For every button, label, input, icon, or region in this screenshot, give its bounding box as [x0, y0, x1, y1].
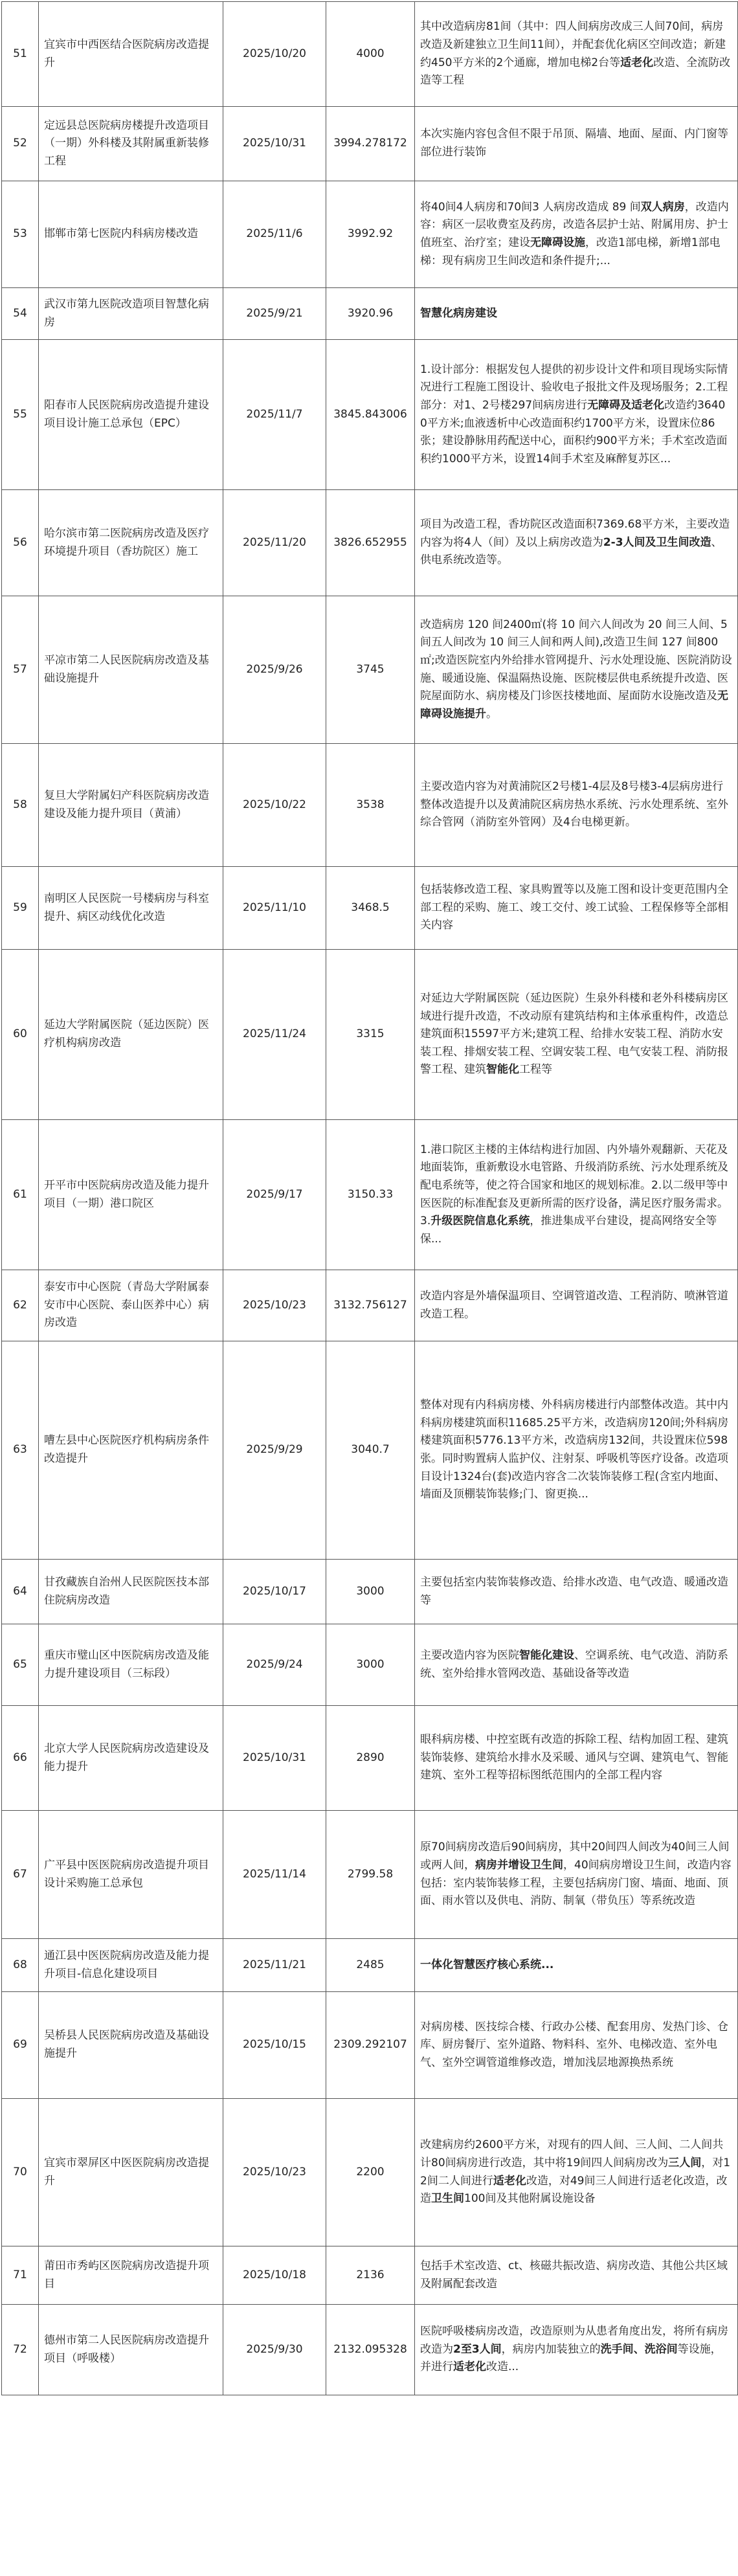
- table-row: [2, 596, 738, 744]
- description-text: 原70间病房改造后90间病房，其中20间四人间改为40间三人间或两人间，: [420, 1841, 730, 1872]
- table-row: [2, 867, 738, 950]
- description-text: 包括手术室改造、ct、核磁共振改造、病房改造、其他公共区域及附属配套改造: [420, 2259, 728, 2290]
- project-name-cell: 通江县中医医院病房改造及能力提升项目-信息化建设项目: [39, 1939, 223, 1992]
- description-cell: [415, 867, 738, 950]
- row-number-cell: 66: [2, 1706, 39, 1811]
- description-text: 改造、全流防改造等工程: [420, 56, 731, 87]
- description-highlight: 无障碍设施提升: [420, 689, 728, 721]
- description-text: 、空调系统、电气改造、消防系统、室外给排水管网改造、基础设备等改造: [420, 1648, 728, 1680]
- table-row: [2, 1811, 738, 1939]
- date-cell: 2025/10/17: [223, 1560, 326, 1624]
- table-row: [2, 340, 738, 490]
- description-text: 1.设计部分：根据发包人提供的初步设计文件和项目现场实际情况进行工程施工图设计、验收电子报批文件及现场服务；2.工程部分：对1、2号楼297间病房进行: [420, 363, 728, 412]
- date-cell: 2025/9/30: [223, 2305, 326, 2395]
- project-name-cell: 复旦大学附属妇产科医院病房改造建设及能力提升项目（黄浦）: [39, 744, 223, 867]
- row-number-cell: 59: [2, 867, 39, 950]
- description-cell: [415, 1811, 738, 1939]
- row-number-cell: 72: [2, 2305, 39, 2395]
- date-cell: 2025/10/15: [223, 1992, 326, 2099]
- description-cell: [415, 1624, 738, 1706]
- description-cell: [415, 1706, 738, 1811]
- description-text: 将40间4人病房和70间3 人病房改造成 89 间: [420, 200, 641, 214]
- description-text: 100间及其他附属设施设备: [464, 2192, 596, 2206]
- project-name-cell: 延边大学附属医院（延边医院）医疗机构病房改造: [39, 950, 223, 1120]
- description-text: 包括装修改造工程、家具购置等以及施工图和设计变更范围内全部工程的采购、施工、竣工交付、竣工试验、工程保修等全部相关内容: [420, 883, 728, 932]
- description-highlight: 无障碍设施: [530, 236, 585, 249]
- description-highlight: 智能化建设: [519, 1648, 574, 1662]
- project-name-cell: 定远县总医院病房楼提升改造项目（一期）外科楼及其附属重新装修工程: [39, 107, 223, 181]
- table-row: [2, 1270, 738, 1341]
- amount-cell: 3150.33: [326, 1120, 415, 1270]
- date-cell: 2025/11/20: [223, 490, 326, 596]
- description-text: 改造病房 120 间2400㎡(将 10 间六人间改为 20 间三人间、5间五人间改为 10 间三人间和两人间),改造卫生间 127 间800㎡;改造医院室内外给排水管网提升、污水处理设施、医院消防设施、暖通设施、保温隔热设施、医院楼层供电系统提升改造、医院屋面防水、病房楼及门诊医技楼地面、屋面防水设施改造及: [420, 618, 732, 703]
- description-highlight: 智慧化病房建设: [420, 306, 497, 320]
- row-number-cell: 68: [2, 1939, 39, 1992]
- project-name-cell: 德州市第二人民医院病房改造提升项目（呼吸楼）: [39, 2305, 223, 2395]
- description-text: ，推进集成平台建设，提高网络安全等保...: [420, 1215, 717, 1246]
- description-cell: [415, 950, 738, 1120]
- description-cell: [415, 2, 738, 107]
- description-highlight: 升级医院信息化系统: [430, 1215, 530, 1228]
- description-highlight: 一体化智慧医疗核心系统...: [420, 1958, 554, 1971]
- row-number-cell: 58: [2, 744, 39, 867]
- amount-cell: 2132.095328: [326, 2305, 415, 2395]
- amount-cell: 3538: [326, 744, 415, 867]
- date-cell: 2025/10/18: [223, 2246, 326, 2305]
- description-cell: [415, 340, 738, 490]
- description-text: ，对12间二人间进行: [420, 2156, 731, 2188]
- project-name-cell: 甘孜藏族自治州人民医院医技本部住院病房改造: [39, 1560, 223, 1624]
- table-row: [2, 181, 738, 288]
- date-cell: 2025/11/6: [223, 181, 326, 288]
- table-row: [2, 2099, 738, 2246]
- description-cell: [415, 1120, 738, 1270]
- date-cell: 2025/11/14: [223, 1811, 326, 1939]
- description-cell: [415, 490, 738, 596]
- description-highlight: 洗手间、洗浴间: [600, 2342, 678, 2356]
- description-cell: [415, 2305, 738, 2395]
- description-highlight: 三人间: [668, 2156, 702, 2169]
- date-cell: 2025/9/21: [223, 288, 326, 340]
- date-cell: 2025/10/23: [223, 2099, 326, 2246]
- project-table: [1, 1, 738, 2395]
- description-text: 其中改造病房81间（其中：四人间病房改成三人间70间，病房改造及新建独立卫生间11间），并配套优化病区空间改造；新建约450平方米的2个通廊，增加电梯2台等: [420, 20, 726, 69]
- table-row: [2, 1560, 738, 1624]
- description-cell: [415, 107, 738, 181]
- project-name-cell: 吴桥县人民医院病房改造及基础设施提升: [39, 1992, 223, 2099]
- date-cell: 2025/9/29: [223, 1341, 326, 1560]
- row-number-cell: 63: [2, 1341, 39, 1560]
- project-name-cell: 开平市中医院病房改造及能力提升项目（一期）港口院区: [39, 1120, 223, 1270]
- description-highlight: 病房并增设卫生间: [475, 1858, 563, 1872]
- amount-cell: 3468.5: [326, 867, 415, 950]
- project-name-cell: 重庆市璧山区中医院病房改造及能力提升建设项目（三标段）: [39, 1624, 223, 1706]
- row-number-cell: 55: [2, 340, 39, 490]
- description-highlight: 适老化: [493, 2174, 526, 2188]
- description-text: 整体对现有内科病房楼、外科病房楼进行内部整体改造。其中内科病房楼建筑面积11685.25平方米，改造病房120间;外科病房楼建筑面积5776.13平方米，改造病房132间，共设置床位598张。同时购置病人监护仪、注射泵、呼吸机等医疗设备。改造项目设计1324台(套)改造内容含二次装饰装修工程(含室内地面、墙面及顶棚装饰装修;门、窗更换...: [420, 1398, 729, 1501]
- description-text: 对延边大学附属医院（延边医院）生泉外科楼和老外科楼病房区域进行提升改造，不改动原有建筑结构和主体承重构件，改造总建筑面积15597平方米;建筑工程、给排水安装工程、消防水安装工程、排烟安装工程、空调安装工程、电气安装工程、消防报警工程、建筑: [420, 992, 728, 1077]
- project-name-cell: 广平县中医医院病房改造提升项目设计采购施工总承包: [39, 1811, 223, 1939]
- description-text: 1.港口院区主楼的主体结构进行加固、内外墙外观翻新、天花及地面装饰，重新敷设水电管路、升级消防系统、污水处理系统及配电系统等，使之符合国家和地区的规划标准。2.以二级甲等中医医院的标准配套及更新所需的医疗设备，满足医疗服务需求。3.: [420, 1143, 728, 1228]
- description-highlight: 智能化: [486, 1063, 519, 1077]
- description-text: 改造...: [486, 2360, 519, 2374]
- date-cell: 2025/9/26: [223, 596, 326, 744]
- row-number-cell: 51: [2, 2, 39, 107]
- project-name-cell: 武汉市第九医院改造项目智慧化病房: [39, 288, 223, 340]
- table-row: [2, 1992, 738, 2099]
- row-number-cell: 56: [2, 490, 39, 596]
- table-row: [2, 1706, 738, 1811]
- amount-cell: 2799.58: [326, 1811, 415, 1939]
- date-cell: 2025/11/10: [223, 867, 326, 950]
- description-cell: [415, 1341, 738, 1560]
- date-cell: 2025/9/24: [223, 1624, 326, 1706]
- date-cell: 2025/11/24: [223, 950, 326, 1120]
- row-number-cell: 69: [2, 1992, 39, 2099]
- date-cell: 2025/11/7: [223, 340, 326, 490]
- date-cell: 2025/10/31: [223, 107, 326, 181]
- description-cell: [415, 288, 738, 340]
- amount-cell: 3000: [326, 1624, 415, 1706]
- description-highlight: 2-3人间及卫生间改造: [603, 535, 711, 549]
- row-number-cell: 62: [2, 1270, 39, 1341]
- date-cell: 2025/9/17: [223, 1120, 326, 1270]
- date-cell: 2025/11/21: [223, 1939, 326, 1992]
- description-text: 主要改造内容为对黄浦院区2号楼1-4层及8号楼3-4层病房进行整体改造提升以及黄浦院区病房热水系统、污水处理系统、室外综合管网（消防室外管网）及4台电梯更新。: [420, 780, 728, 829]
- table-row: [2, 490, 738, 596]
- row-number-cell: 67: [2, 1811, 39, 1939]
- amount-cell: 3920.96: [326, 288, 415, 340]
- amount-cell: 3315: [326, 950, 415, 1120]
- project-name-cell: 平凉市第二人民医院病房改造及基础设施提升: [39, 596, 223, 744]
- amount-cell: 3994.278172: [326, 107, 415, 181]
- description-highlight: 适老化: [620, 56, 654, 69]
- project-name-cell: 邯郸市第七医院内科病房楼改造: [39, 181, 223, 288]
- date-cell: 2025/10/23: [223, 1270, 326, 1341]
- table-row: [2, 1939, 738, 1992]
- amount-cell: 3845.843006: [326, 340, 415, 490]
- description-highlight: 无障碍及适老化: [587, 398, 665, 412]
- amount-cell: 2890: [326, 1706, 415, 1811]
- project-name-cell: 宜宾市翠屏区中医医院病房改造提升: [39, 2099, 223, 2246]
- row-number-cell: 71: [2, 2246, 39, 2305]
- amount-cell: 2309.292107: [326, 1992, 415, 2099]
- description-text: ，改造1部电梯，新增1部电梯：现有病房卫生间改造和条件提升;...: [420, 236, 721, 267]
- row-number-cell: 60: [2, 950, 39, 1120]
- amount-cell: 3132.756127: [326, 1270, 415, 1341]
- row-number-cell: 70: [2, 2099, 39, 2246]
- project-name-cell: 哈尔滨市第二医院病房改造及医疗环境提升项目（香坊院区）施工: [39, 490, 223, 596]
- table-row: [2, 1624, 738, 1706]
- amount-cell: 3992.92: [326, 181, 415, 288]
- table-row: [2, 288, 738, 340]
- description-cell: [415, 1992, 738, 2099]
- project-name-cell: 北京大学人民医院病房改造建设及能力提升: [39, 1706, 223, 1811]
- description-cell: [415, 1939, 738, 1992]
- table-row: [2, 2305, 738, 2395]
- project-name-cell: 莆田市秀屿区医院病房改造提升项目: [39, 2246, 223, 2305]
- description-text: ，病房内加装独立的: [501, 2342, 601, 2356]
- table-row: [2, 2246, 738, 2305]
- description-text: 项目为改造工程，香坊院区改造面积7369.68平方米，主要改造内容为将4人（间）及以上病房改造为: [420, 518, 730, 549]
- project-name-cell: 泰安市中心医院（青岛大学附属泰安市中心医院、泰山医养中心）病房改造: [39, 1270, 223, 1341]
- date-cell: 2025/10/22: [223, 744, 326, 867]
- row-number-cell: 64: [2, 1560, 39, 1624]
- table-row: [2, 107, 738, 181]
- project-table-body: [2, 2, 738, 2395]
- table-row: [2, 950, 738, 1120]
- amount-cell: 2200: [326, 2099, 415, 2246]
- description-text: 等设施，并进行: [420, 2342, 722, 2374]
- description-text: 、供电系统改造等。: [420, 535, 722, 567]
- description-cell: [415, 2246, 738, 2305]
- row-number-cell: 52: [2, 107, 39, 181]
- description-text: 改造内容是外墙保温项目、空调管道改造、工程消防、喷淋管道改造工程。: [420, 1289, 728, 1321]
- project-name-cell: 宜宾市中西医结合医院病房改造提升: [39, 2, 223, 107]
- row-number-cell: 61: [2, 1120, 39, 1270]
- description-text: 本次实施内容包含但不限于吊顶、隔墙、地面、屋面、内门窗等部位进行装饰: [420, 128, 728, 159]
- row-number-cell: 53: [2, 181, 39, 288]
- project-name-cell: 嘈左县中心医院医疗机构病房条件改造提升: [39, 1341, 223, 1560]
- description-text: 对病房楼、医技综合楼、行政办公楼、配套用房、发热门诊、仓库、厨房餐厅、室外道路、物料科、室外、电梯改造、室外电气、室外空调管道维修改造，增加浅层地源换热系统: [420, 2020, 728, 2069]
- description-highlight: 2至3人间: [453, 2342, 502, 2356]
- description-text: ，40间病房增设卫生间，改造内容包括：室内装饰装修工程，主要包括病房门窗、墙面、地面、顶面、雨水管以及供电、消防、制氧（带负压）等系统改造: [420, 1858, 732, 1908]
- date-cell: 2025/10/31: [223, 1706, 326, 1811]
- amount-cell: 2136: [326, 2246, 415, 2305]
- description-text: 主要包括室内装饰装修改造、给排水改造、电气改造、暖通改造等: [420, 1575, 728, 1607]
- project-name-cell: 阳春市人民医院病房改造提升建设项目设计施工总承包（EPC）: [39, 340, 223, 490]
- amount-cell: 4000: [326, 2, 415, 107]
- description-highlight: 卫生间: [431, 2192, 464, 2206]
- description-text: 眼科病房楼、中控室既有改造的拆除工程、结构加固工程、建筑装饰装修、建筑给水排水及采暖、通风与空调、建筑电气、智能建筑、室外工程等招标图纸范围内的全部工程内容: [420, 1733, 728, 1782]
- description-cell: [415, 744, 738, 867]
- description-highlight: 双人病房: [640, 200, 685, 214]
- description-text: 改造，对49间三人间进行适老化改造，改造: [420, 2174, 728, 2206]
- description-cell: [415, 181, 738, 288]
- table-row: [2, 2, 738, 107]
- amount-cell: 2485: [326, 1939, 415, 1992]
- amount-cell: 3040.7: [326, 1341, 415, 1560]
- description-highlight: 适老化: [453, 2360, 486, 2374]
- amount-cell: 3745: [326, 596, 415, 744]
- amount-cell: 3826.652955: [326, 490, 415, 596]
- description-text: 主要改造内容为医院: [420, 1648, 519, 1662]
- description-cell: [415, 2099, 738, 2246]
- row-number-cell: 54: [2, 288, 39, 340]
- table-row: [2, 744, 738, 867]
- description-text: 改造约36400平方米;血液透析中心改造面积约1700平方米，设置床位86张；建设静脉用药配送中心，面积约900平方米；手术室改造面积约1000平方米，设置14间手术室及麻醉复苏区...: [420, 398, 728, 465]
- table-row: [2, 1341, 738, 1560]
- description-cell: [415, 1270, 738, 1341]
- description-cell: [415, 1560, 738, 1624]
- description-text: 。: [486, 707, 497, 721]
- amount-cell: 3000: [326, 1560, 415, 1624]
- description-text: 改建病房约2600平方米，对现有的四人间、三人间、二人间共计80间病房进行改造，其中将19间四人间病房改为: [420, 2138, 724, 2169]
- date-cell: 2025/10/20: [223, 2, 326, 107]
- description-cell: [415, 596, 738, 744]
- project-name-cell: 南明区人民医院一号楼病房与科室提升、病区动线优化改造: [39, 867, 223, 950]
- description-text: ，改造内容：病区一层收费室及药房，改造各层护士站、附属用房、护士值班室、治疗室；建设: [420, 200, 729, 249]
- row-number-cell: 57: [2, 596, 39, 744]
- description-text: 医院呼吸楼病房改造，改造原则为从患者角度出发，将所有病房改造为: [420, 2325, 728, 2356]
- description-text: 工程等: [519, 1063, 552, 1077]
- row-number-cell: 65: [2, 1624, 39, 1706]
- table-row: [2, 1120, 738, 1270]
